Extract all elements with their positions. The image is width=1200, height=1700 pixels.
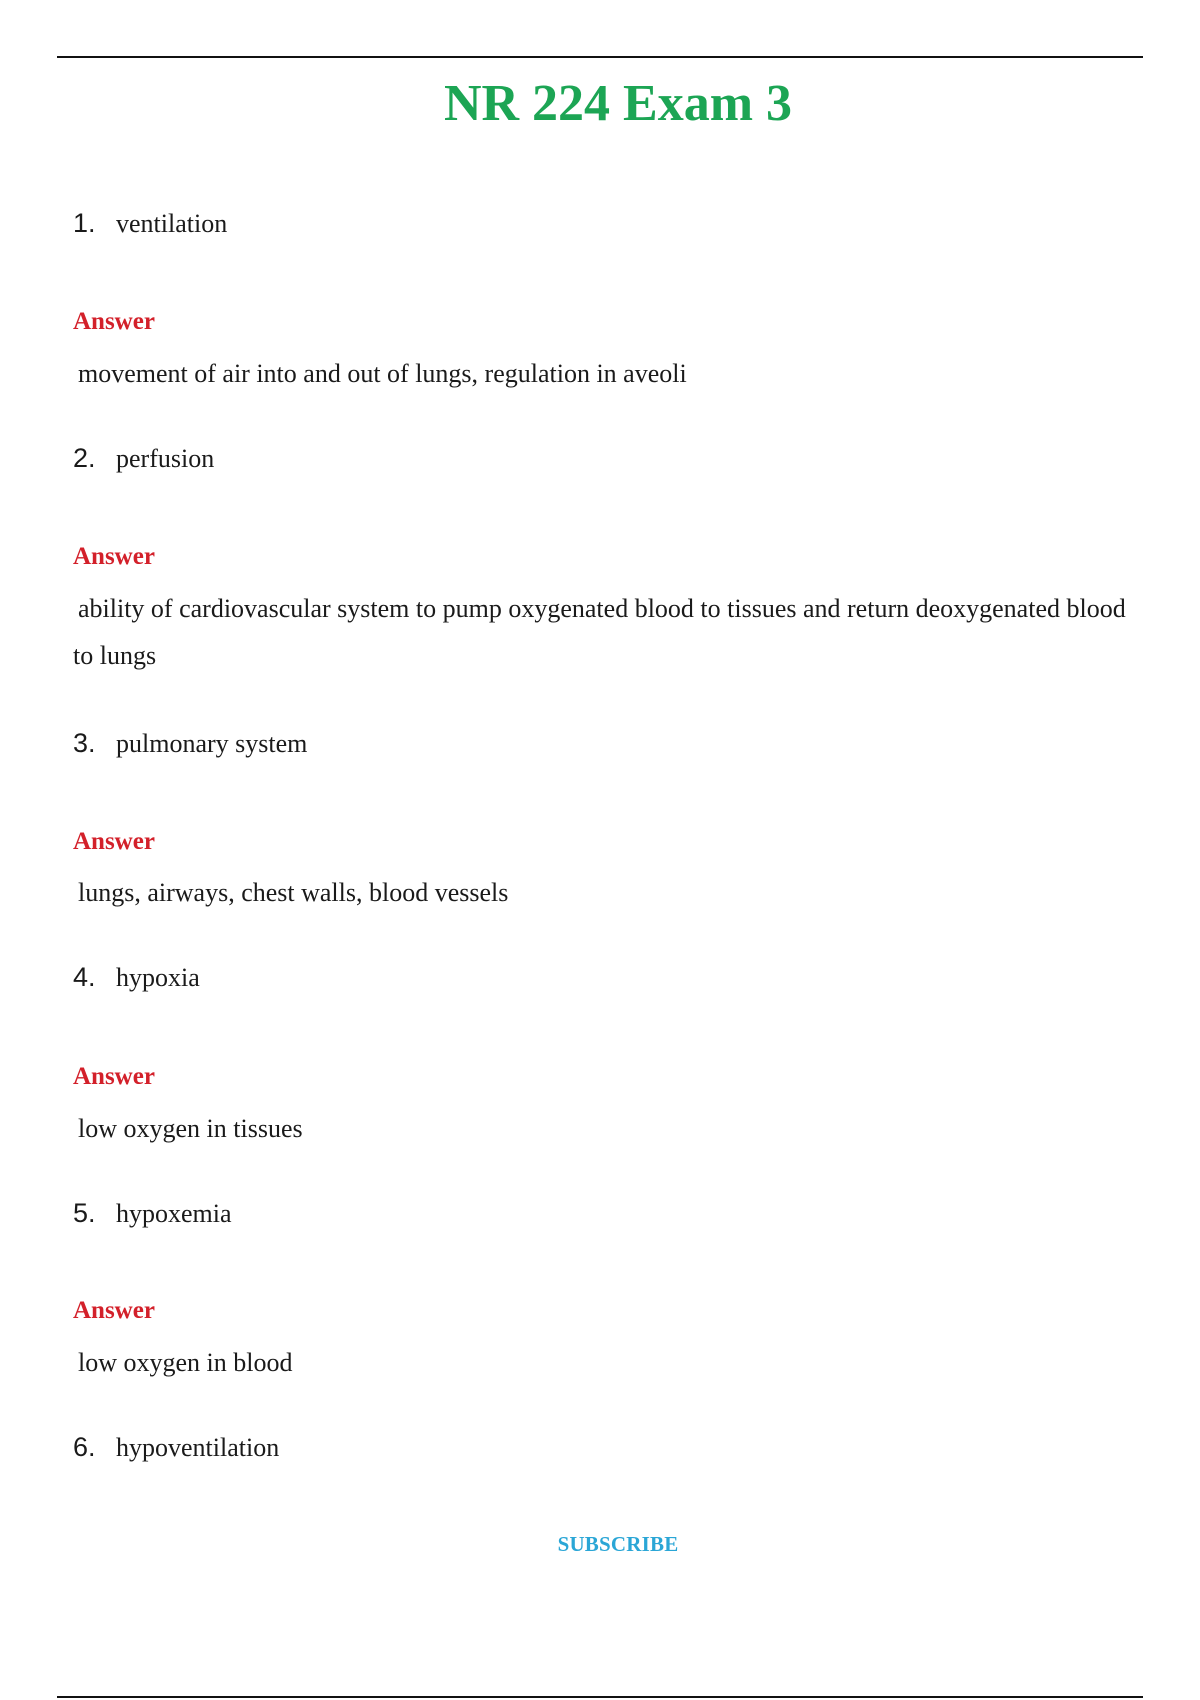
answer-label: Answer xyxy=(73,1063,155,1090)
question-term: hypoventilation xyxy=(116,1433,280,1462)
question-term: hypoxemia xyxy=(116,1199,232,1228)
question-number: 2. xyxy=(73,443,96,473)
question-term: hypoxia xyxy=(116,963,200,992)
answer-label: Answer xyxy=(73,1297,155,1324)
answer-text: lungs, airways, chest walls, blood vessels xyxy=(78,878,509,907)
question-term: ventilation xyxy=(116,209,228,238)
question-1 xyxy=(73,208,227,239)
question-number: 5. xyxy=(73,1198,96,1228)
question-3 xyxy=(73,728,307,759)
question-number: 6. xyxy=(73,1432,96,1462)
question-term: pulmonary system xyxy=(116,729,308,758)
question-2 xyxy=(73,443,214,474)
bottom-divider xyxy=(57,1696,1143,1698)
question-number: 1. xyxy=(73,208,96,238)
question-4 xyxy=(73,962,200,993)
question-term: perfusion xyxy=(116,444,215,473)
top-divider xyxy=(57,56,1143,58)
answer-text: ability of cardiovascular system to pump oxygenated blood to tissues and return deoxygenated blood to lungs xyxy=(73,594,1126,670)
answer-text: movement of air into and out of lungs, regulation in aveoli xyxy=(78,359,687,388)
answer-label: Answer xyxy=(73,543,155,570)
question-number: 3. xyxy=(73,728,96,758)
answer-label: Answer xyxy=(73,308,155,335)
answer-label: Answer xyxy=(73,828,155,855)
answer-text: low oxygen in blood xyxy=(78,1348,293,1377)
subscribe-link[interactable]: SUBSCRIBE xyxy=(557,1532,679,1556)
question-5 xyxy=(73,1198,232,1229)
answer-text: low oxygen in tissues xyxy=(78,1114,303,1143)
question-6 xyxy=(73,1432,279,1463)
page-title: NR 224 Exam 3 xyxy=(443,75,793,132)
question-number: 4. xyxy=(73,962,96,992)
